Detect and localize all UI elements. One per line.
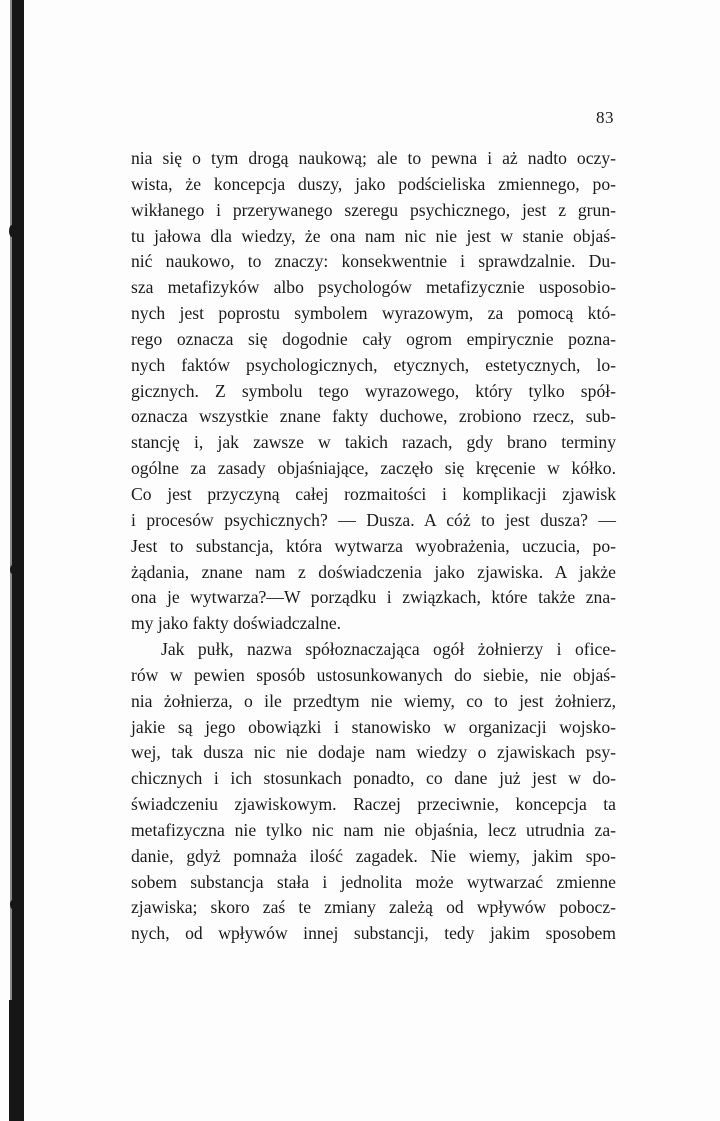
- ink-blot-mark: [10, 565, 15, 574]
- text-line: zjawiska; skoro zaś te zmiany zależą od wpływów pobocz-: [131, 897, 616, 918]
- text-line: wista, że koncepcja duszy, jako podścieliska zmiennego, po-: [131, 173, 616, 194]
- text-line: danie, gdyż pomnaża ilość zagadek. Nie wiemy, jakim spo-: [131, 845, 616, 866]
- text-line: sza metafizyków albo psychologów metafizycznie usposobio-: [131, 277, 616, 298]
- text-line: stancję i, jak zawsze w takich razach, gdy brano terminy: [131, 432, 616, 453]
- text-line: wej, tak dusza nic nie dodaje nam wiedzy o zjawiskach psy-: [131, 742, 616, 763]
- text-line: jakie są jego obowiązki i stanowisko w organizacji wojsko-: [131, 716, 616, 737]
- text-line: wikłanego i przerywanego szeregu psychicznego, jest z grun-: [131, 199, 616, 220]
- text-line: nych, od wpływów innej substancji, tedy jakim sposobem: [131, 923, 616, 944]
- text-line: metafizyczna nie tylko nic nam nie objaśnia, lecz utrudnia za-: [131, 819, 616, 840]
- text-line: świadczeniu zjawiskowym. Raczej przeciwnie, koncepcja ta: [131, 794, 616, 815]
- text-line: Co jest przyczyną całej rozmaitości i komplikacji zjawisk: [131, 483, 616, 504]
- text-line: rego oznacza się dogodnie cały ogrom empirycznie pozna-: [131, 328, 616, 349]
- text-line: Jak pułk, nazwa spółoznaczająca ogół żołnierzy i ofice-: [161, 639, 616, 660]
- text-line: ogólne za zasady objaśniające, zaczęło się kręcenie w kółko.: [131, 458, 616, 479]
- ink-blot-mark: [10, 900, 15, 909]
- text-line: rów w pewien sposób ustosunkowanych do siebie, nie objaś-: [131, 664, 616, 685]
- text-line: Jest to substancja, która wytwarza wyobrażenia, uczucia, po-: [131, 535, 616, 556]
- book-binding-edge: [12, 0, 24, 1121]
- text-line: ona je wytwarza?—W porządku i związkach, które także zna-: [131, 587, 616, 608]
- text-line: nych faktów psychologicznych, etycznych, estetycznych, lo-: [131, 354, 616, 375]
- paragraph: [131, 637, 616, 947]
- text-line: i procesów psychicznych? — Dusza. A cóż to jest dusza? —: [131, 509, 616, 530]
- text-line: my jako fakty doświadczalne.: [131, 613, 342, 634]
- text-line: nia żołnierza, o ile przedtym nie wiemy, co to jest żołnierz,: [131, 690, 616, 711]
- text-line: nia się o tym drogą naukową; ale to pewna i aż nadto oczy-: [131, 148, 616, 168]
- text-line: tu jałowa dla wiedzy, że ona nam nic nie jest w stanie objaś-: [131, 225, 616, 246]
- text-line: gicznych. Z symbolu tego wyrazowego, który tylko spół-: [131, 380, 616, 401]
- body-text: [131, 146, 616, 947]
- text-line: żądania, znane nam z doświadczenia jako zjawiska. A jakże: [131, 561, 616, 582]
- text-line: chicznych i ich stosunkach ponadto, co dane już jest w do-: [131, 768, 616, 789]
- ink-blot-mark: [9, 225, 15, 237]
- paragraph: [131, 146, 616, 637]
- text-line: sobem substancja stała i jednolita może wytwarzać zmienne: [131, 871, 616, 892]
- text-line: nić naukowo, to znaczy: konsekwentnie i sprawdzalnie. Du-: [131, 251, 616, 272]
- page-number: 83: [596, 108, 614, 127]
- text-line: nych jest poprostu symbolem wyrazowym, za pomocą któ-: [131, 303, 616, 324]
- text-line: oznacza wszystkie znane fakty duchowe, zrobiono rzecz, sub-: [131, 406, 616, 427]
